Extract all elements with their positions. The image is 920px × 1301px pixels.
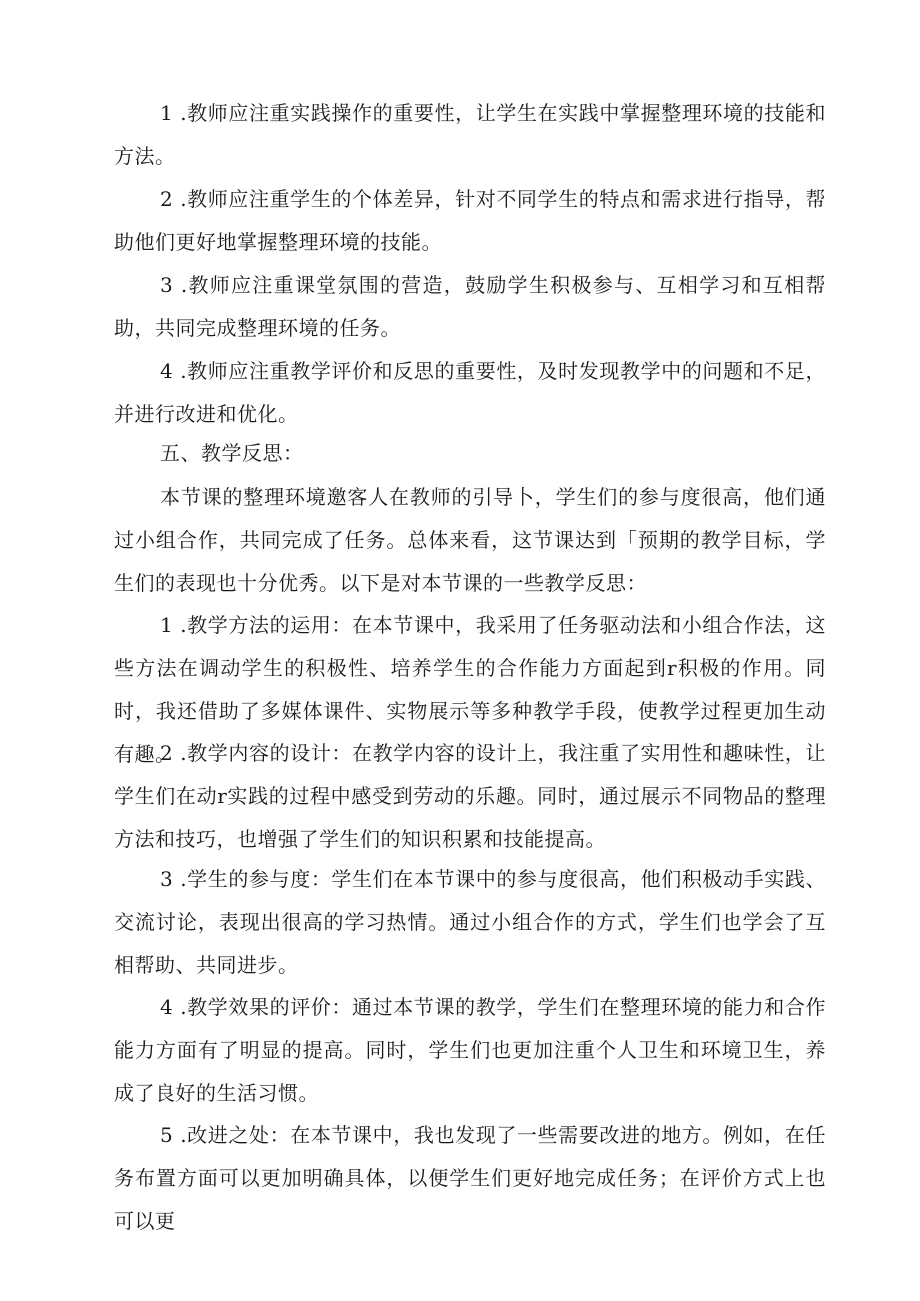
paragraph-classroom-atmosphere: 3 .教师应注重课堂氛围的营造，鼓励学生积极参与、互相学习和互相帮助，共同完成整理环境的任务。 (114, 273, 826, 340)
paragraph-evaluation-reflection: 4 .教师应注重教学评价和反思的重要性，及时发现教学中的问题和不足，并进行改进和优化。 (114, 359, 826, 426)
paragraph-individual-differences: 2 .教师应注重学生的个体差异，针对不同学生的特点和需求进行指导，帮助他们更好地掌握整理环境的技能。 (114, 187, 826, 254)
paragraph-teaching-methods: 1 .教学方法的运用：在本节课中，我采用了任务驱动法和小组合作法，这些方法在调动学生的积极性、培养学生的合作能力方面起到r积极的作用。同时，我还借助了多媒体课件、实物展示等多种教学手段，使教学过程更加生动有趣。 (114, 613, 826, 766)
paragraph-practice: 1 .教师应注重实践操作的重要性，让学生在实践中掌握整理环境的技能和方法。 (114, 101, 826, 168)
paragraph-content-design: 2 .教学内容的设计：在教学内容的设计上，我注重了实用性和趣味性，让学生们在动r实践的过程中感受到劳动的乐趣。同时，通过展示不同物品的整理方法和技巧，也增强了学生们的知识积累和技能提高。 (114, 741, 826, 851)
section-heading: 五、教学反思： (160, 441, 304, 465)
paragraph-participation: 3 .学生的参与度：学生们在本节课中的参与度很高，他们积极动手实践、交流讨论，表现出很高的学习热情。通过小组合作的方式，学生们也学会了互相帮助、共同进步。 (114, 867, 826, 977)
paragraph-effect-evaluation: 4 .教学效果的评价：通过本节课的教学，学生们在整理环境的能力和合作能力方面有了明显的提高。同时，学生们也更加注重个人卫生和环境卫生，养成了良好的生活习惯。 (114, 995, 826, 1105)
paragraph-improvements: 5 .改进之处：在本节课中，我也发现了一些需要改进的地方。例如，在任务布置方面可以更加明确具体，以便学生们更好地完成任务；在评价方式上也可以更 (114, 1123, 826, 1233)
paragraph-reflection-intro: 本节课的整理环境邀客人在教师的引导卜，学生们的参与度很高，他们通过小组合作，共同完成了任务。总体来看，这节课达到「预期的教学目标，学生们的表现也十分优秀。以下是对本节课的一些教学反思： (114, 485, 826, 595)
